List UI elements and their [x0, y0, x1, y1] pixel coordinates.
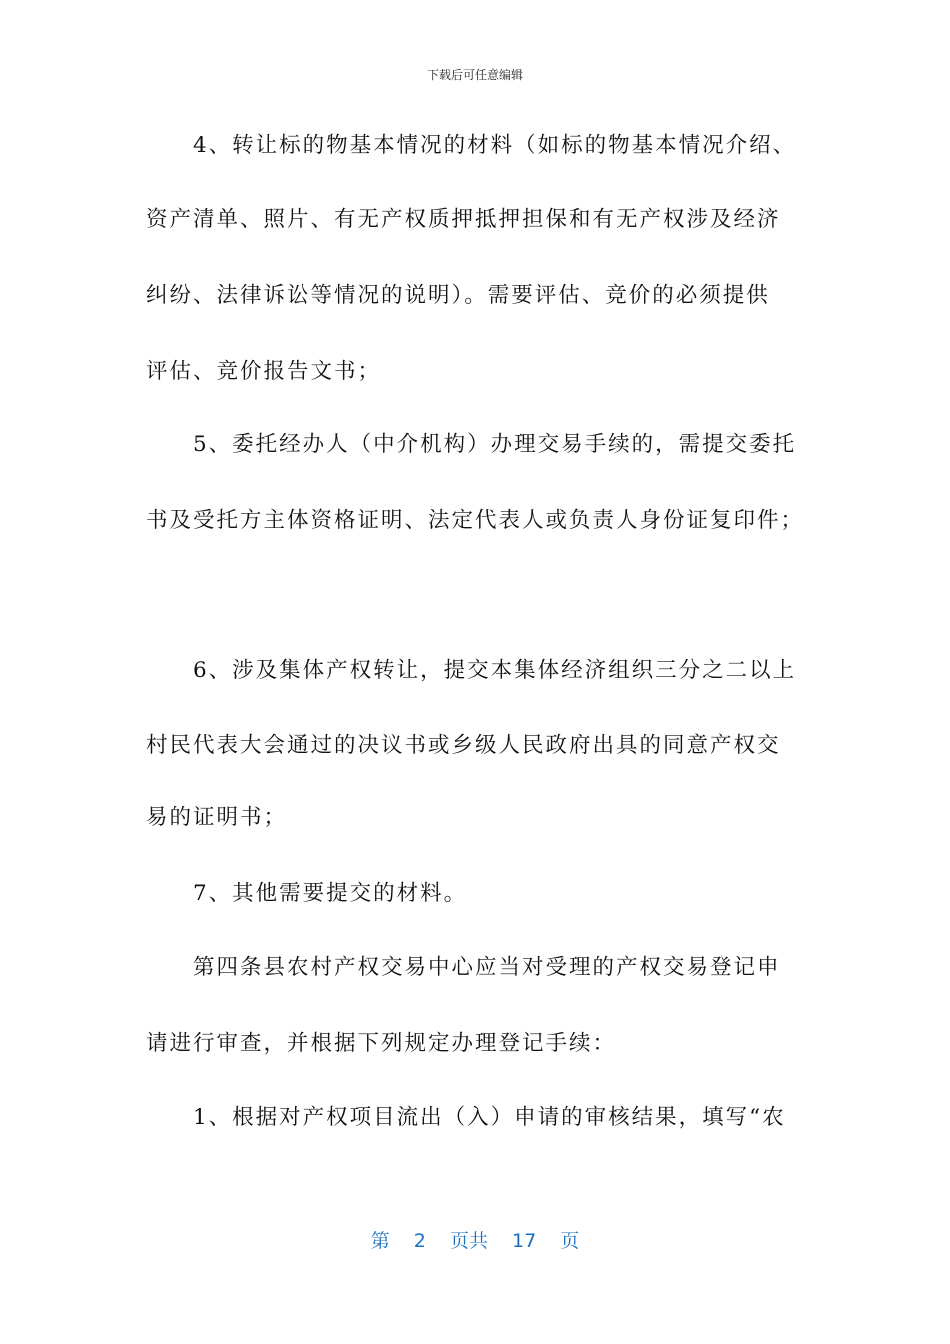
paragraph-line: 书及受托方主体资格证明、法定代表人或负责人身份证复印件；: [146, 508, 805, 533]
page-number-footer: [0, 1226, 950, 1253]
page-suffix: 页: [560, 1230, 580, 1252]
page-header-note: 下载后可任意编辑: [426, 68, 523, 82]
paragraph-line: 4、转让标的物基本情况的材料（如标的物基本情况介绍、: [193, 133, 797, 158]
paragraph-line: 5、委托经办人（中介机构）办理交易手续的，需提交委托: [193, 432, 797, 457]
page-prefix: 第: [370, 1230, 390, 1252]
total-pages-number: 17: [512, 1230, 537, 1252]
paragraph-line: 评估、竞价报告文书；: [146, 359, 382, 384]
paragraph-line: 村民代表大会通过的决议书或乡级人民政府出具的同意产权交: [146, 733, 781, 758]
paragraph-line: 易的证明书；: [146, 805, 288, 830]
paragraph-line: 7、其他需要提交的材料。: [193, 881, 468, 906]
page-mid: 页共: [449, 1230, 488, 1252]
paragraph-line: 1、根据对产权项目流出（入）申请的审核结果，填写“农: [193, 1105, 786, 1130]
paragraph-line: 6、涉及集体产权转让，提交本集体经济组织三分之二以上: [193, 658, 797, 683]
current-page-number: 2: [413, 1230, 426, 1252]
paragraph-line: 请进行审查，并根据下列规定办理登记手续：: [146, 1031, 617, 1056]
paragraph-line: 第四条县农村产权交易中心应当对受理的产权交易登记申: [193, 955, 781, 980]
paragraph-line: 纠纷、法律诉讼等情况的说明）。需要评估、竞价的必须提供: [146, 283, 770, 308]
paragraph-line: 资产清单、照片、有无产权质押抵押担保和有无产权涉及经济: [146, 207, 781, 232]
